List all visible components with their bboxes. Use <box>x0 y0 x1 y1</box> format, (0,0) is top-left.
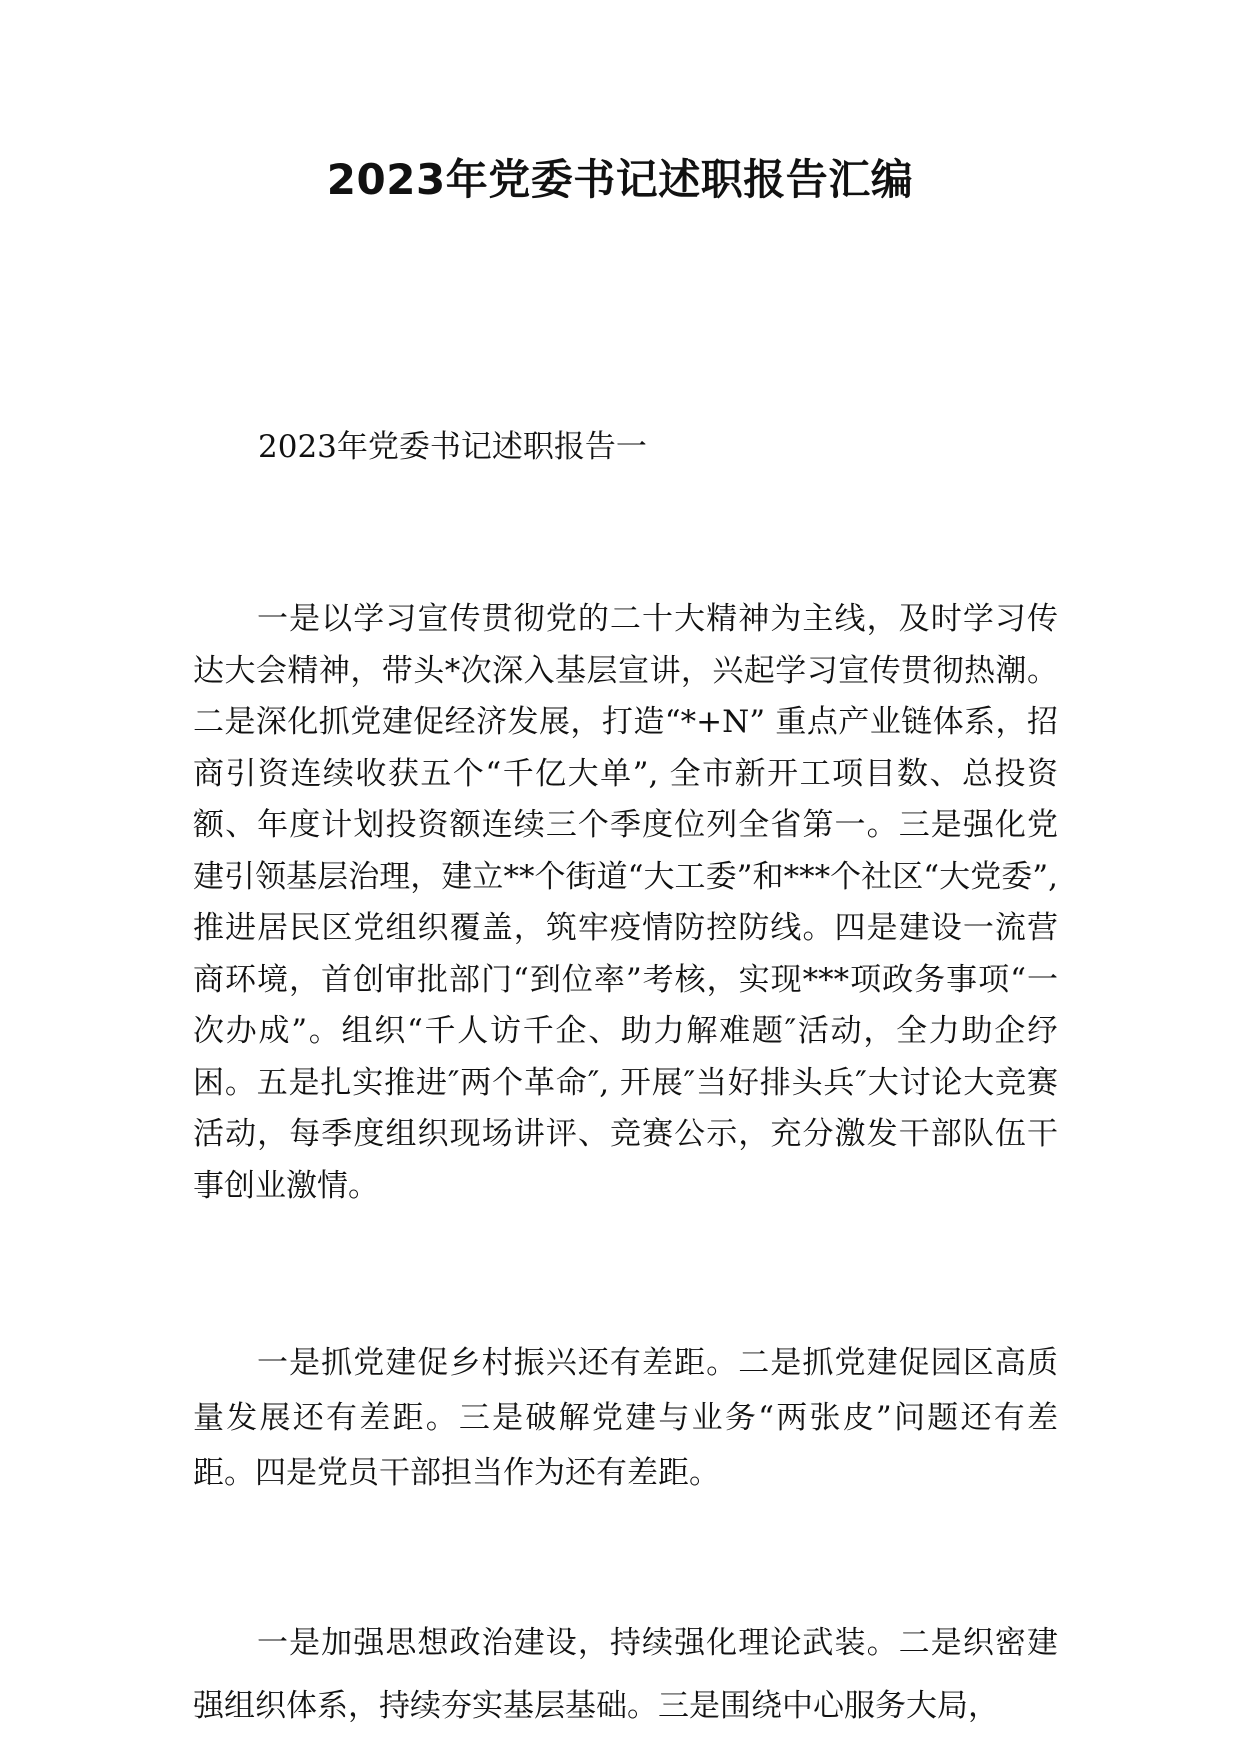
report-subtitle: 2023年党委书记述职报告一 <box>258 429 647 465</box>
paragraph-shortcomings: 一是抓党建促乡村振兴还有差距。二是抓党建促园区高质量发展还有差距。三是破解党建与业务“两张皮”问题还有差距。四是党员干部担当作为还有差距。 <box>193 1345 1058 1491</box>
document-title: 2023年党委书记述职报告汇编 <box>326 155 914 204</box>
paragraph-plans: 一是加强思想政治建设，持续强化理论武装。二是织密建强组织体系，持续夯实基层基础。三是围绕中心服务大局， <box>193 1625 1058 1724</box>
paragraph-achievements: 一是以学习宣传贯彻党的二十大精神为主线，及时学习传达大会精神，带头*次深入基层宣讲，兴起学习宣传贯彻热潮。二是深化抓党建促经济发展，打造“*+N” 重点产业链体系，招商引资连续收获五个“千亿大单”, 全市新开工项目数、总投资额、年度计划投资额连续三个季度位列全省第一。三是强化党建引领基层治理，建立**个街道“大工委”和***个社区“大党委”, 推进居民区党组织覆盖，筑牢疫情防控防线。四是建设一流营商环境，首创审批部门“到位率”考核，实现***项政务事项“一次办成”。组织“千人访千企、助力解难题″活动，全力助企纾困。五是扎实推进″两个革命″, 开展″当好排头兵″大讨论大竞赛活动，每季度组织现场讲评、竞赛公示，充分激发干部队伍干事创业激情。 <box>193 601 1058 1204</box>
